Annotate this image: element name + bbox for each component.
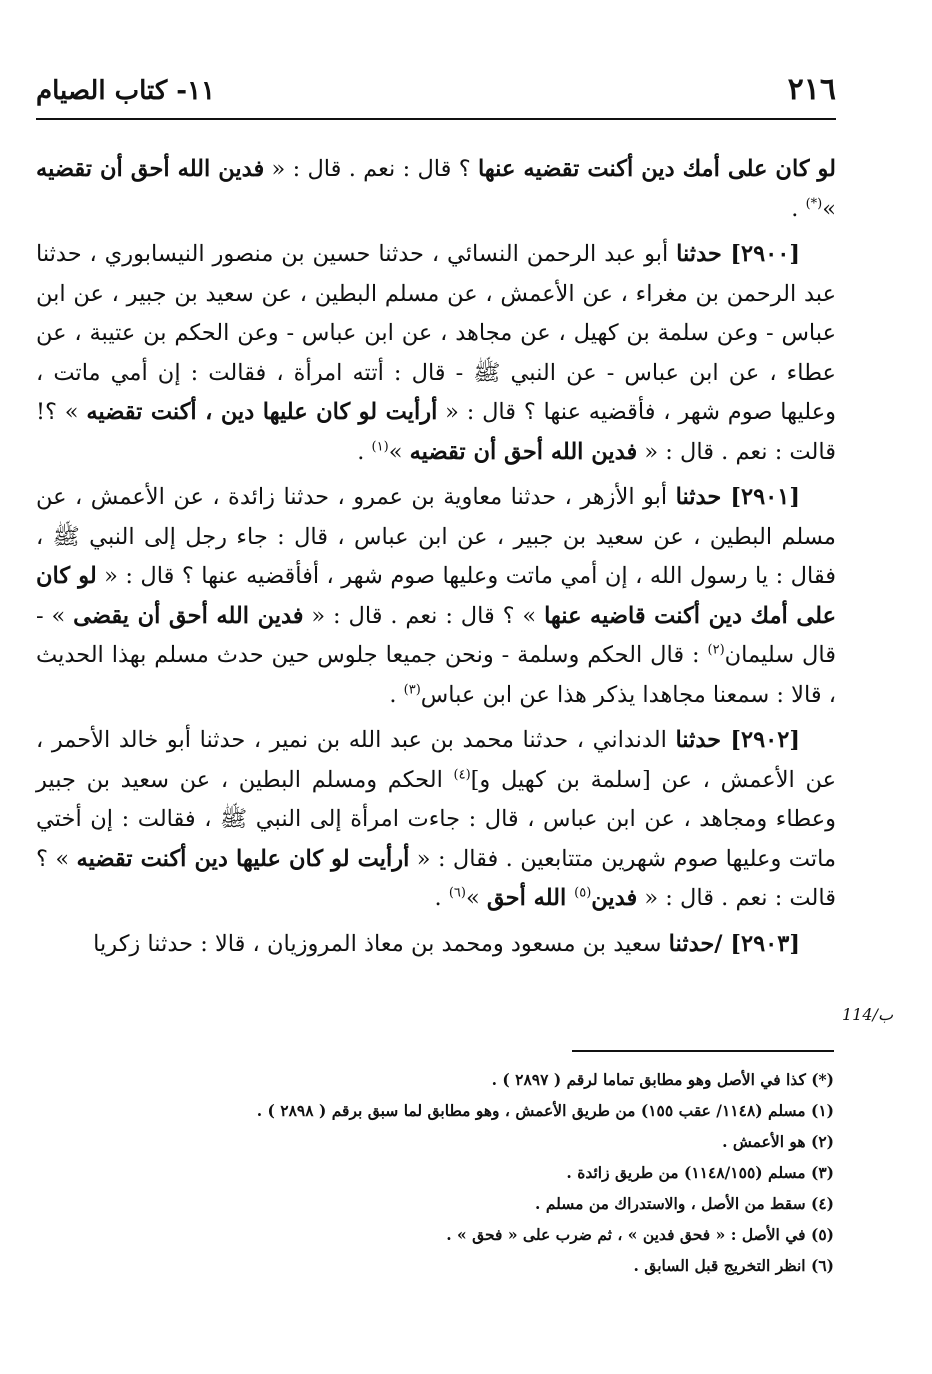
bold-text: فدين الله أحق أن يقضى — [73, 602, 304, 629]
footnote-marker: (٣) — [403, 682, 421, 697]
text-run: . — [357, 438, 372, 465]
footnotes — [100, 1064, 834, 1281]
chapter-title: ١١- كتاب الصيام — [36, 76, 216, 106]
bold-text: لو كان على أمك دين أكنت قاضيه عنها — [36, 563, 836, 629]
text-run: . — [791, 195, 806, 222]
text-run: » ؟! قالت : نعم . قال : « — [36, 399, 836, 465]
footnote-item: (٥) في الأصل : « فحق فدين » ، ثم ضرب على « فحق » . — [446, 1225, 834, 1244]
bold-text: أرأيت لو كان عليها دين أكنت تقضيه — [76, 845, 410, 872]
footnote-item: (٤) سقط من الأصل ، والاستدراك من مسلم . — [535, 1194, 834, 1213]
footnote-item: (١) مسلم (١١٤٨/ عقب ١٥٥) من طريق الأعمش ، وهو مطابق لما سبق برقم ( ٢٨٩٨ ) . — [256, 1101, 834, 1120]
hadith-paragraph — [36, 478, 836, 715]
footnote-marker: (٦) — [448, 885, 466, 901]
footnote-marker: (٥) — [574, 885, 592, 901]
footnote-marker: (٢) — [707, 642, 725, 658]
footnote-item: (٢) هو الأعمش . — [722, 1132, 834, 1151]
text-run: سعيد بن مسعود ومحمد بن معاذ المروزيان ، قالا : حدثنا زكريا — [93, 930, 669, 957]
text-run: » — [388, 438, 410, 465]
text-run: الحكم ومسلم البطين ، عن سعيد بن جبير وعطاء ومجاهد ، عن ابن عباس ، قال : جاءت امرأة إلى النبي ﷺ ، فقالت : إن أختي ماتت وعليها صوم شهرين متتابعين . فقال : « — [36, 766, 837, 872]
text-run: » — [465, 885, 487, 911]
body-text — [36, 150, 836, 970]
hadith-paragraph — [36, 721, 836, 919]
page-header — [36, 72, 836, 112]
text-run: : قال الحكم وسلمة - ونحن جميعا جلوس حين حدث مسلم بهذا الحديث ، قالا : سمعنا مجاهدا يذكر هذا عن ابن عباس — [36, 642, 836, 708]
bold-text: [٢٩٠٣] /حدثنا — [668, 930, 800, 957]
hadith-paragraph — [36, 925, 836, 965]
text-run: » ؟ قالت : نعم . قال : « — [36, 845, 836, 911]
margin-folio-note: 114/ب — [842, 1005, 893, 1024]
bold-text: [٢٩٠٠] حدثنا — [676, 241, 801, 267]
bold-text: [٢٩٠١] حدثنا — [675, 484, 801, 510]
footnote-item: (*) كذا في الأصل وهو مطابق تماما لرقم ( ٢٨٩٧ ) . — [491, 1070, 834, 1089]
bold-text: [٢٩٠٢] حدثنا — [675, 727, 800, 753]
bold-text: فدين الله أحق أن تقضيه — [409, 438, 638, 465]
footnote-marker: (٤) — [453, 767, 471, 782]
text-run: » ؟ قال : نعم . قال : « — [303, 602, 545, 629]
footnote-item: (٦) انظر التخريج قبل السابق . — [633, 1256, 834, 1275]
bold-text: أرأيت لو كان عليها دين ، أكنت تقضيه — [86, 399, 438, 425]
footnote-marker: (١) — [371, 439, 389, 454]
footnote-divider — [572, 1050, 834, 1052]
bold-text: فدين الله أحق أن تقضيه — [36, 156, 265, 182]
footnote-marker: (*) — [805, 196, 823, 211]
footnote-item: (٣) مسلم (١١٤٨/١٥٥) من طريق زائدة . — [566, 1163, 834, 1182]
bold-text: لو كان على أمك دين أكنت تقضيه عنها — [477, 156, 836, 182]
page-number: ٢١٦ — [787, 72, 836, 107]
hadith-paragraph — [36, 150, 836, 229]
text-run: » — [822, 195, 836, 222]
text-run: ؟ قال : نعم . قال : « — [264, 156, 478, 182]
text-run: . — [389, 681, 404, 708]
header-divider — [36, 118, 836, 120]
text-run: . — [434, 885, 449, 911]
text-run: » - قال سليمان — [36, 602, 836, 668]
hadith-paragraph — [36, 235, 836, 472]
text-run: أبو الأزهر ، حدثنا معاوية بن عمرو ، حدثنا زائدة ، عن الأعمش ، عن مسلم البطين ، عن سعيد بن جبير ، عن ابن عباس ، قال : جاء رجل إلى النبي ﷺ ، فقال : يا رسول الله ، إن أمي ماتت وعليها صوم شهر ، أفأقضيه عنها ؟ قال : « — [36, 484, 836, 589]
text-run: أبو عبد الرحمن النسائي ، حدثنا حسين بن منصور النيسابوري ، حدثنا عبد الرحمن بن مغراء ، عن الأعمش ، عن مسلم البطين ، عن سعيد بن جبير ، عن ابن عباس - وعن سلمة بن كهيل ، عن مجاهد ، عن ابن عباس - وعن الحكم بن عتيبة ، عن عطاء ، عن ابن عباس - عن النبي ﷺ - قال : أتته امرأة ، فقالت : إن أمي ماتت ، وعليها صوم شهر ، فأقضيه عنها ؟ قال : « — [36, 241, 836, 425]
bold-text: الله أحق — [486, 885, 575, 911]
text-run: الدنداني ، حدثنا محمد بن عبد الله بن نمير ، حدثنا أبو خالد الأحمر ، عن الأعمش ، عن [سلمة بن كهيل و] — [36, 727, 836, 793]
bold-text: فدين — [591, 885, 638, 911]
